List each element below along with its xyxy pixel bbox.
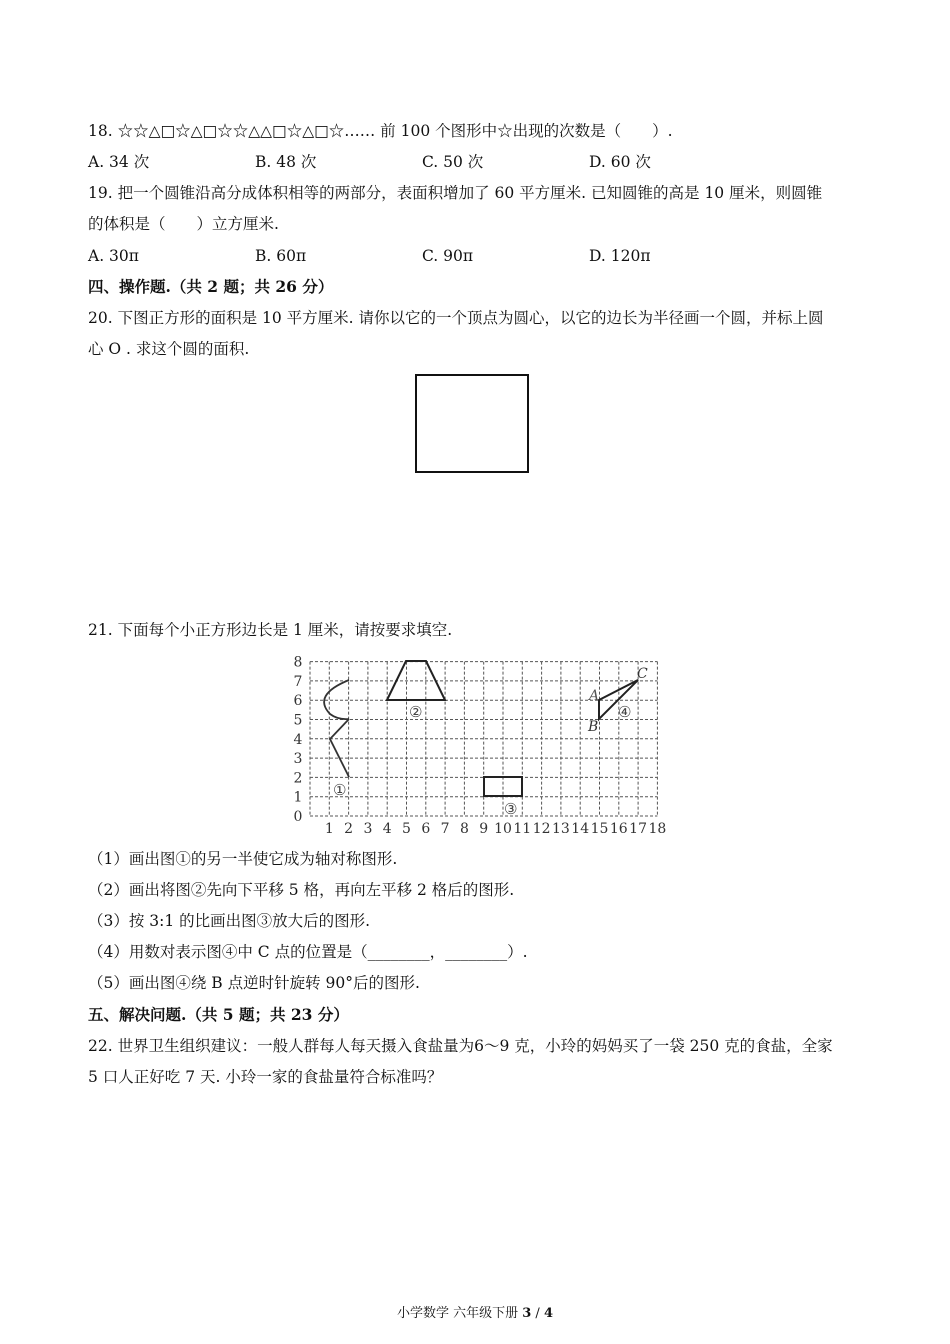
q19-option-c: C. 90π [422, 247, 474, 265]
q19-option-d: D. 120π [589, 247, 651, 265]
y-tick-label: 0 [293, 809, 303, 825]
x-tick-label: 1 [324, 821, 334, 837]
q21-part-5: （5）画出图④绕 B 点逆时针旋转 90°后的图形. [88, 974, 420, 992]
q22-line1: 22. 世界卫生组织建议：一般人群每人每天摄入食盐量为6～9 克，小玲的妈妈买了一袋 250 克的食盐，全家 [88, 1037, 833, 1055]
section4-title: 四、操作题.（共 2 题；共 26 分） [88, 277, 334, 296]
x-tick-label: 15 [590, 821, 609, 837]
x-tick-label: 11 [513, 821, 532, 837]
square-figure [415, 374, 529, 473]
footer-total: 4 [543, 1306, 553, 1321]
q21-part-1: （1）画出图①的另一半使它成为轴对称图形. [88, 850, 398, 868]
x-tick-label: 17 [629, 821, 648, 837]
figure-2-label: ② [409, 703, 423, 721]
y-tick-label: 1 [293, 789, 303, 806]
x-tick-label: 18 [648, 821, 667, 837]
y-tick-label: 4 [293, 731, 303, 748]
q18-option-a: A. 34 次 [88, 153, 150, 171]
figure-1 [324, 680, 349, 777]
q21-part-2: （2）画出将图②先向下平移 5 格，再向左平移 2 格后的图形. [88, 881, 515, 899]
x-tick-label: 14 [571, 821, 590, 837]
figure-1-label: ① [333, 781, 347, 799]
q19-option-b: B. 60π [255, 247, 307, 265]
y-tick-label: 3 [293, 751, 303, 768]
x-tick-label: 13 [551, 821, 570, 837]
x-tick-label: 16 [609, 821, 628, 837]
page-footer [0, 1305, 950, 1323]
x-tick-label: 4 [382, 821, 392, 837]
q21-text: 21. 下面每个小正方形边长是 1 厘米，请按要求填空. [88, 621, 453, 639]
q18-text: 18. ☆☆△□☆△□☆☆△△□☆△□☆…… 前 100 个图形中☆出现的次数是（ ）. [88, 122, 673, 140]
q20-line1: 20. 下图正方形的面积是 10 平方厘米. 请你以它的一个顶点为圆心，以它的边长为半径画一个圆，并标上圆 [88, 309, 824, 327]
y-tick-label: 2 [293, 770, 303, 787]
q18-option-d: D. 60 次 [589, 153, 651, 171]
section5-title: 五、解决问题.（共 5 题；共 23 分） [88, 1005, 349, 1024]
axis-labels [294, 655, 667, 837]
q21-part-4: （4）用数对表示图④中 C 点的位置是（________，________）. [88, 943, 528, 961]
y-tick-label: 6 [293, 693, 303, 710]
point-b-label: B [588, 719, 599, 735]
x-tick-label: 2 [344, 821, 354, 837]
footer-page: 3 [522, 1306, 532, 1321]
point-a-label: A [589, 688, 600, 704]
point-c-label: C [637, 666, 648, 682]
x-tick-label: 5 [402, 821, 411, 837]
figure-1-arc [324, 680, 349, 719]
q19-line1: 19. 把一个圆锥沿高分成体积相等的两部分，表面积增加了 60 平方厘米. 已知圆锥的高是 10 厘米，则圆锥 [88, 184, 823, 202]
x-tick-label: 7 [440, 821, 450, 837]
q19-option-a: A. 30π [88, 247, 139, 265]
x-tick-label: 6 [421, 821, 431, 837]
x-tick-label: 9 [479, 821, 489, 837]
q19-line2: 的体积是（ ）立方厘米. [88, 215, 279, 233]
x-tick-label: 10 [494, 821, 512, 837]
figure-3-label: ③ [504, 800, 518, 818]
y-tick-label: 5 [293, 712, 303, 729]
q18-option-c: C. 50 次 [422, 153, 484, 171]
q18-option-b: B. 48 次 [255, 153, 317, 171]
y-tick-label: 7 [293, 673, 303, 690]
x-tick-label: 8 [459, 821, 469, 837]
footer-subject: 小学数学 六年级下册 [396, 1306, 523, 1321]
x-tick-label: 12 [532, 821, 551, 837]
coordinate-grid [280, 650, 670, 838]
footer-sep: / [531, 1306, 544, 1321]
figure-4-label: ④ [618, 703, 632, 721]
figure-1-zigzag [330, 719, 349, 777]
x-tick-label: 3 [363, 821, 373, 837]
q21-part-3: （3）按 3:1 的比画出图③放大后的图形. [88, 912, 371, 930]
q22-line2: 5 口人正好吃 7 天. 小玲一家的食盐量符合标准吗？ [88, 1068, 443, 1086]
y-tick-label: 8 [293, 654, 303, 671]
q20-line2: 心 O . 求这个圆的面积. [88, 340, 250, 358]
